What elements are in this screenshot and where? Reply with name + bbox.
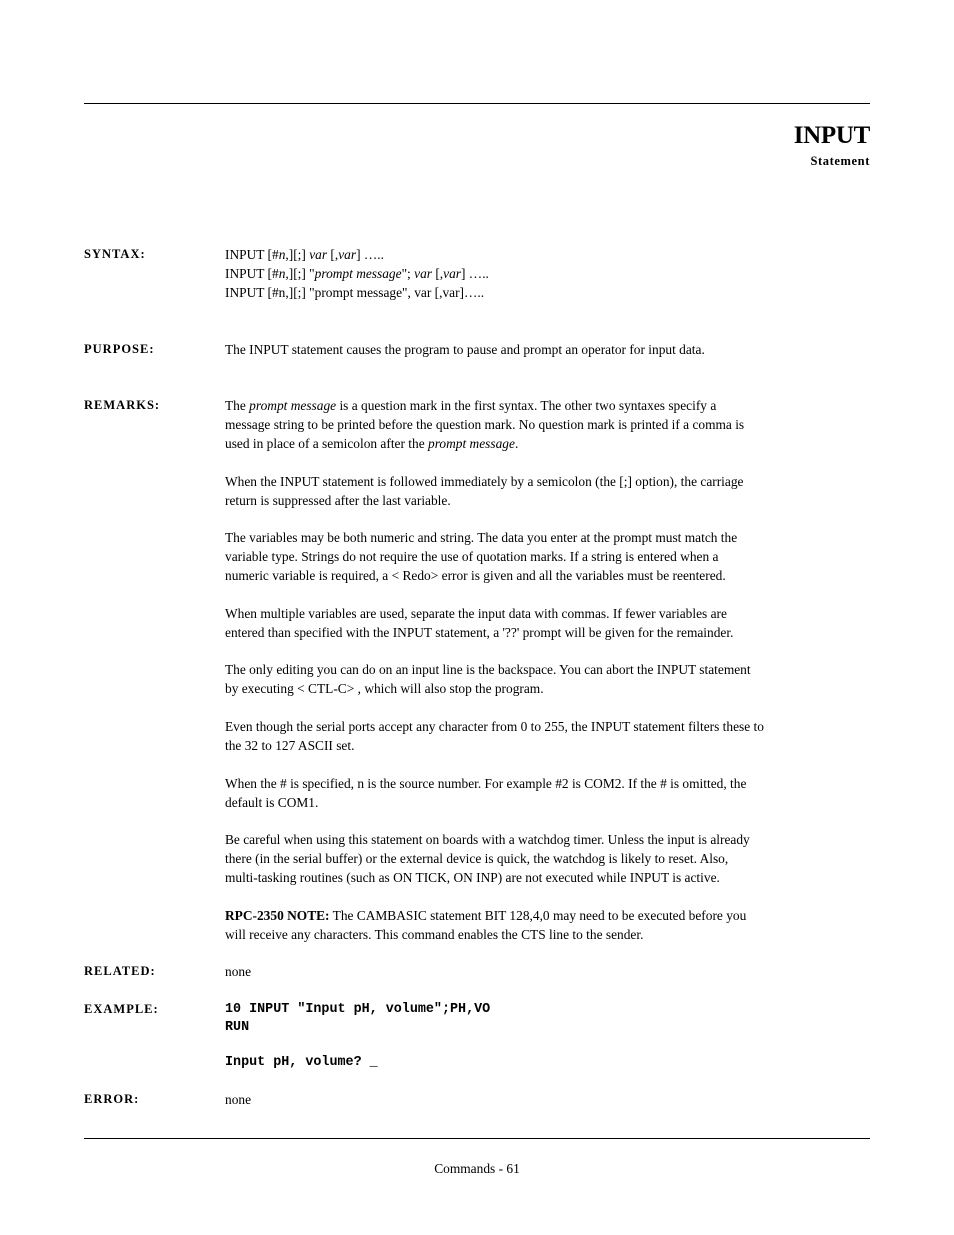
remarks-p8-line-2: there (in the serial buffer) or the external device is quick, the watchdog is likely to reset. Also,	[225, 851, 729, 866]
rpc-note-label: RPC-2350 NOTE:	[225, 908, 330, 923]
remarks-p2-line-1: When the INPUT statement is followed immediately by a semicolon (the [;] option), the carriage	[225, 474, 744, 489]
related-text: none	[225, 964, 252, 979]
syntax-label: SYNTAX:	[84, 247, 146, 261]
remarks-p7-line-1: When the # is specified, n is the source number. For example #2 is COM2. If the # is omitted, the	[225, 776, 747, 791]
remarks-p7-line-2: default is COM1.	[225, 795, 319, 810]
page-subtitle: Statement	[810, 154, 870, 168]
remarks-p1-line-2: message string to be printed before the question mark. No question mark is printed if a comma is	[225, 417, 745, 432]
related-label: RELATED:	[84, 964, 156, 978]
syntax-line-2: INPUT [#n,][;] "prompt message"; var [,var] …..	[225, 266, 489, 281]
remarks-p6-line-2: the 32 to 127 ASCII set.	[225, 738, 355, 753]
remarks-p8-line-1: Be careful when using this statement on boards with a watchdog timer. Unless the input is already	[225, 832, 750, 847]
remarks-p8-line-3: multi-tasking routines (such as ON TICK, ON INP) are not executed while INPUT is active.	[225, 870, 720, 885]
remarks-p5-line-1: The only editing you can do on an input line is the backspace. You can abort the INPUT statement	[225, 662, 751, 677]
example-label: EXAMPLE:	[84, 1002, 159, 1016]
footer-rule	[84, 1138, 870, 1139]
header-rule	[84, 103, 870, 104]
remarks-p3-line-2: variable type. Strings do not require the use of quotation marks. If a string is entered when a	[225, 549, 719, 564]
example-output: Input pH, volume? _	[225, 1055, 378, 1070]
remarks-p1-line-1: The prompt message is a question mark in the first syntax. The other two syntaxes specify a	[225, 398, 717, 413]
remarks-p9-line-2: will receive any characters. This command enables the CTS line to the sender.	[225, 927, 644, 942]
remarks-p2-line-2: return is suppressed after the last variable.	[225, 493, 451, 508]
page-number: Commands - 61	[434, 1161, 520, 1176]
remarks-p9-line-1: RPC-2350 NOTE: The CAMBASIC statement BIT 128,4,0 may need to be executed before you	[225, 908, 747, 923]
remarks-p5-line-2: by executing < CTL-C> , which will also stop the program.	[225, 681, 544, 696]
purpose-label: PURPOSE:	[84, 342, 155, 356]
example-code-line-2: RUN	[225, 1020, 250, 1035]
example-code-line-1: 10 INPUT "Input pH, volume";PH,VO	[225, 1002, 491, 1017]
remarks-label: REMARKS:	[84, 398, 161, 412]
syntax-line-1: INPUT [#n,][;] var [,var] …..	[225, 247, 384, 262]
remarks-p3-line-1: The variables may be both numeric and string. The data you enter at the prompt must match the	[225, 530, 738, 545]
error-text: none	[225, 1092, 252, 1107]
remarks-p6-line-1: Even though the serial ports accept any character from 0 to 255, the INPUT statement filters these to	[225, 719, 764, 734]
page-title: INPUT	[793, 122, 870, 149]
remarks-p4-line-2: entered than specified with the INPUT statement, a '??' prompt will be given for the remainder.	[225, 625, 734, 640]
syntax-line-3: INPUT [#n,][;] "prompt message", var [,var]…..	[225, 285, 485, 300]
purpose-text: The INPUT statement causes the program to pause and prompt an operator for input data.	[225, 342, 705, 357]
remarks-p4-line-1: When multiple variables are used, separate the input data with commas. If fewer variables are	[225, 606, 727, 621]
remarks-p3-line-3: numeric variable is required, a < Redo> error is given and all the variables must be reentered.	[225, 568, 726, 583]
remarks-p1-line-3: used in place of a semicolon after the prompt message.	[225, 436, 519, 451]
error-label: ERROR:	[84, 1092, 140, 1106]
